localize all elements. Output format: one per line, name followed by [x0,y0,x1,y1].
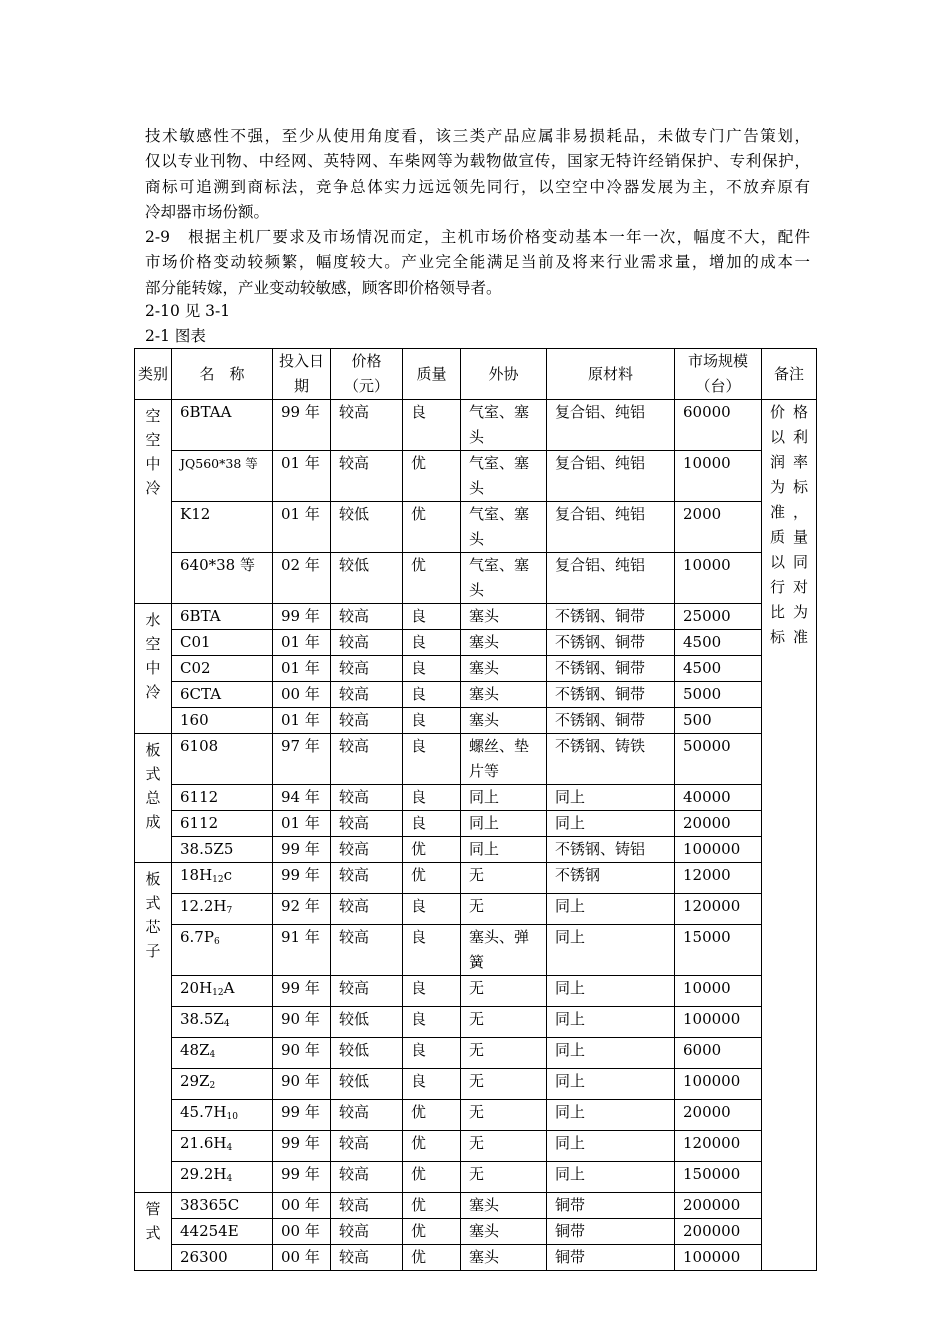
cell-outsource: 气室、塞头 [461,451,547,502]
cell-outsource: 塞头 [461,656,547,682]
cell-market: 2000 [675,502,762,553]
product-name: 6112 [180,814,219,832]
paragraph-line: 2-9 根据主机厂要求及市场情况而定，主机市场价格变动基本一年一次，幅度不大，配件 [145,228,810,246]
cell-material: 不锈钢、铸铁 [547,734,675,785]
cell-quality: 优 [403,1245,461,1271]
paragraph-line: 仅以专业刊物、中经网、英特网、车柴网等为载物做宣传，国家无特许经销保护、专利保护， [145,152,810,171]
cell-quality: 良 [403,682,461,708]
cell-market: 4500 [675,656,762,682]
table-header-row [135,349,817,400]
cell-quality: 良 [403,811,461,837]
category-cell [135,734,172,863]
cell-price: 较高 [331,811,403,837]
category-label: 板式总成 [145,741,161,831]
table-row [135,785,817,811]
header-remark: 备注 [762,349,817,400]
cell-price: 较高 [331,1193,403,1219]
table-row [135,656,817,682]
cell-price: 较高 [331,1100,403,1131]
cell-quality: 优 [403,502,461,553]
cell-material: 复合铝、纯铝 [547,502,675,553]
cell-market: 50000 [675,734,762,785]
cell-date: 92 年 [273,894,331,925]
cell-material: 不锈钢、铜带 [547,682,675,708]
product-name-main: 6.7P [180,928,214,946]
cell-quality: 良 [403,785,461,811]
cell-price: 较高 [331,1131,403,1162]
cell-quality: 良 [403,976,461,1007]
cell-outsource: 气室、塞头 [461,400,547,451]
cell-material: 同上 [547,894,675,925]
cell-market: 100000 [675,837,762,863]
cell-name [172,1162,273,1193]
cell-date: 01 年 [273,630,331,656]
cell-price: 较高 [331,451,403,502]
cell-price: 较低 [331,1038,403,1069]
cell-name [172,1069,273,1100]
cell-material: 复合铝、纯铝 [547,553,675,604]
cell-quality: 优 [403,1131,461,1162]
cell-price: 较高 [331,734,403,785]
product-name: 26300 [180,1248,228,1266]
cell-quality: 优 [403,1100,461,1131]
cell-date: 00 年 [273,682,331,708]
product-name-tail: c [223,866,233,884]
cell-material: 同上 [547,1100,675,1131]
cell-quality: 优 [403,451,461,502]
cell-name [172,656,273,682]
paragraph-line: 冷却器市场份额。 [145,203,270,222]
cell-quality: 良 [403,630,461,656]
cell-name [172,553,273,604]
product-name-subscript: 4 [209,1050,216,1060]
cell-price: 较高 [331,708,403,734]
cell-outsource: 塞头 [461,630,547,656]
header-category: 类别 [135,349,172,400]
cell-outsource: 无 [461,863,547,894]
cell-name [172,863,273,894]
paragraph-intro [145,124,810,226]
cell-outsource: 同上 [461,811,547,837]
cell-name [172,604,273,630]
cell-quality: 良 [403,894,461,925]
cell-name [172,502,273,553]
table-row [135,604,817,630]
cell-quality: 优 [403,1193,461,1219]
product-name-subscript: 4 [223,1019,230,1029]
cell-material: 铜带 [547,1245,675,1271]
cell-quality: 良 [403,925,461,976]
cell-material: 复合铝、纯铝 [547,451,675,502]
product-name: 640*38 等 [180,556,255,574]
product-name: 44254E [180,1222,239,1240]
cell-name [172,785,273,811]
cell-material: 铜带 [547,1193,675,1219]
cell-date: 01 年 [273,811,331,837]
cell-name [172,1038,273,1069]
cell-outsource: 塞头、弹簧 [461,925,547,976]
cell-market: 15000 [675,925,762,976]
product-name-tail: A [223,979,235,997]
cell-market: 20000 [675,1100,762,1131]
table-caption [145,324,810,349]
header-quality: 质量 [403,349,461,400]
cell-material: 复合铝、纯铝 [547,400,675,451]
product-name-main: 21.6H [180,1134,227,1152]
remark-cell: 价格以利润率为标准，质量以同行对比为标准 [762,400,817,1271]
table-row [135,837,817,863]
cell-market: 200000 [675,1193,762,1219]
cell-market: 25000 [675,604,762,630]
cell-name [172,894,273,925]
product-name: 160 [180,711,209,729]
cell-date: 00 年 [273,1193,331,1219]
table-row [135,1219,817,1245]
cell-market: 10000 [675,451,762,502]
cell-price: 较高 [331,1219,403,1245]
cell-material: 同上 [547,811,675,837]
cell-market: 10000 [675,553,762,604]
cell-market: 4500 [675,630,762,656]
product-name-main: 45.7H [180,1103,227,1121]
cell-outsource: 无 [461,1038,547,1069]
cell-date: 90 年 [273,1007,331,1038]
cell-date: 01 年 [273,656,331,682]
cell-name [172,1219,273,1245]
cell-material: 不锈钢、铜带 [547,656,675,682]
product-name: 38365C [180,1196,240,1214]
cell-market: 200000 [675,1219,762,1245]
cell-market: 60000 [675,400,762,451]
table-row [135,1193,817,1219]
header-name: 名 称 [172,349,273,400]
product-name: 6108 [180,737,219,755]
table-row [135,976,817,1007]
cell-material: 同上 [547,1162,675,1193]
cell-price: 较高 [331,925,403,976]
cell-outsource: 螺丝、垫片等 [461,734,547,785]
cell-outsource: 气室、塞头 [461,553,547,604]
cell-quality: 良 [403,604,461,630]
category-label: 板式芯子 [145,870,161,960]
cell-date: 01 年 [273,451,331,502]
cell-outsource: 无 [461,1069,547,1100]
table-row [135,863,817,894]
cell-outsource: 无 [461,1162,547,1193]
cell-material: 不锈钢、铜带 [547,630,675,656]
cell-date: 94 年 [273,785,331,811]
paragraph-2-9 [145,225,810,301]
cell-material: 同上 [547,925,675,976]
cell-price: 较低 [331,502,403,553]
cell-outsource: 同上 [461,837,547,863]
product-name-main: 48Z [180,1041,210,1059]
cell-price: 较高 [331,894,403,925]
product-name-main: 18H [180,866,213,884]
cell-market: 5000 [675,682,762,708]
product-name-main: 29Z [180,1072,210,1090]
cell-date: 99 年 [273,604,331,630]
paragraph-line: 2-10 见 3-1 [145,302,231,320]
cell-market: 100000 [675,1069,762,1100]
category-label: 管式 [145,1200,161,1242]
table-row [135,400,817,451]
header-date: 投入日期 [273,349,331,400]
table-row [135,1007,817,1038]
cell-material: 铜带 [547,1219,675,1245]
header-price: 价格（元） [331,349,403,400]
table-row [135,894,817,925]
cell-name [172,400,273,451]
paragraph-line: 2-1 图表 [145,327,206,345]
cell-outsource: 同上 [461,785,547,811]
table-row [135,1245,817,1271]
cell-price: 较低 [331,1069,403,1100]
cell-name [172,1007,273,1038]
category-cell [135,604,172,734]
cell-quality: 优 [403,837,461,863]
cell-price: 较高 [331,630,403,656]
cell-date: 90 年 [273,1038,331,1069]
cell-market: 500 [675,708,762,734]
cell-outsource: 无 [461,1007,547,1038]
cell-outsource: 塞头 [461,1245,547,1271]
table-row [135,553,817,604]
table-row [135,451,817,502]
cell-name [172,976,273,1007]
cell-material: 同上 [547,1069,675,1100]
cell-market: 6000 [675,1038,762,1069]
product-name: 6BTA [180,607,221,625]
cell-outsource: 无 [461,976,547,1007]
cell-outsource: 无 [461,1131,547,1162]
cell-market: 12000 [675,863,762,894]
cell-date: 99 年 [273,976,331,1007]
category-cell [135,400,172,604]
cell-date: 99 年 [273,863,331,894]
cell-quality: 良 [403,656,461,682]
cell-material: 不锈钢 [547,863,675,894]
cell-price: 较高 [331,604,403,630]
cell-name [172,1245,273,1271]
paragraph-2-10 [145,299,810,324]
product-name-subscript: 12 [212,875,224,885]
category-cell [135,1193,172,1271]
cell-outsource: 无 [461,894,547,925]
paragraph-line: 技术敏感性不强，至少从使用角度看，该三类产品应属非易损耗品，未做专门广告策划， [145,127,810,145]
cell-market: 150000 [675,1162,762,1193]
table-row [135,1069,817,1100]
category-cell [135,863,172,1193]
product-name-subscript: 4 [226,1143,233,1153]
cell-outsource: 塞头 [461,708,547,734]
cell-name [172,837,273,863]
cell-outsource: 塞头 [461,1219,547,1245]
cell-market: 100000 [675,1245,762,1271]
product-name: 6CTA [180,685,222,703]
cell-market: 100000 [675,1007,762,1038]
cell-quality: 优 [403,553,461,604]
table-row [135,1038,817,1069]
table-row [135,1100,817,1131]
cell-price: 较低 [331,553,403,604]
product-name: C02 [180,659,211,677]
cell-material: 不锈钢、铜带 [547,708,675,734]
table-row [135,1131,817,1162]
cell-material: 不锈钢、铸铝 [547,837,675,863]
table-row [135,502,817,553]
product-name-main: 20H [180,979,213,997]
cell-date: 00 年 [273,1245,331,1271]
product-name-subscript: 6 [213,937,220,947]
product-name: C01 [180,633,211,651]
header-material: 原材料 [547,349,675,400]
cell-date: 99 年 [273,400,331,451]
cell-quality: 良 [403,708,461,734]
product-table [134,348,817,1271]
table-row [135,682,817,708]
cell-name [172,811,273,837]
cell-date: 99 年 [273,1131,331,1162]
cell-quality: 良 [403,1038,461,1069]
cell-quality: 优 [403,1162,461,1193]
cell-date: 99 年 [273,837,331,863]
cell-quality: 良 [403,400,461,451]
table-row [135,925,817,976]
product-name-subscript: 4 [226,1174,233,1184]
paragraph-line: 商标可追溯到商标法，竞争总体实力远远领先同行，以空空中冷器发展为主，不放弃原有 [145,177,810,196]
cell-name [172,1100,273,1131]
header-outsource: 外协 [461,349,547,400]
product-name-subscript: 12 [212,988,224,998]
cell-quality: 优 [403,1219,461,1245]
cell-material: 不锈钢、铜带 [547,604,675,630]
paragraph-line: 部分能转嫁，产业变动较敏感，顾客即价格领导者。 [145,278,502,297]
cell-outsource: 塞头 [461,682,547,708]
cell-name [172,630,273,656]
cell-market: 120000 [675,1131,762,1162]
product-name-subscript: 7 [226,906,233,916]
cell-outsource: 塞头 [461,1193,547,1219]
cell-price: 较高 [331,863,403,894]
cell-date: 02 年 [273,553,331,604]
cell-material: 同上 [547,1007,675,1038]
cell-material: 同上 [547,1038,675,1069]
product-name-main: 29.2H [180,1165,227,1183]
product-name-subscript: 10 [226,1112,238,1122]
cell-name [172,682,273,708]
paragraph-line: 市场价格变动较频繁，幅度较大。产业完全能满足当前及将来行业需求量，增加的成本一 [145,253,810,272]
cell-date: 00 年 [273,1219,331,1245]
cell-price: 较高 [331,837,403,863]
category-label: 水空中冷 [145,611,161,701]
product-name: 6BTAA [180,403,232,421]
cell-quality: 良 [403,734,461,785]
cell-quality: 优 [403,863,461,894]
cell-name [172,734,273,785]
header-market: 市场规模（台） [675,349,762,400]
cell-price: 较高 [331,1162,403,1193]
cell-date: 99 年 [273,1100,331,1131]
table-row [135,630,817,656]
product-name: JQ560*38 等 [180,456,258,471]
cell-name [172,451,273,502]
cell-name [172,1193,273,1219]
cell-date: 97 年 [273,734,331,785]
cell-price: 较高 [331,656,403,682]
cell-price: 较低 [331,1007,403,1038]
cell-material: 同上 [547,976,675,1007]
cell-price: 较高 [331,976,403,1007]
category-label: 空空中冷 [145,407,161,497]
cell-quality: 良 [403,1069,461,1100]
product-name-subscript: 2 [209,1081,216,1091]
cell-price: 较高 [331,1245,403,1271]
cell-price: 较高 [331,682,403,708]
cell-outsource: 气室、塞头 [461,502,547,553]
table-row [135,708,817,734]
cell-material: 同上 [547,1131,675,1162]
table-row [135,1162,817,1193]
cell-outsource: 无 [461,1100,547,1131]
cell-market: 120000 [675,894,762,925]
cell-quality: 良 [403,1007,461,1038]
cell-date: 99 年 [273,1162,331,1193]
product-name: 6112 [180,788,219,806]
cell-price: 较高 [331,785,403,811]
cell-date: 90 年 [273,1069,331,1100]
cell-date: 91 年 [273,925,331,976]
cell-market: 40000 [675,785,762,811]
table-row [135,811,817,837]
cell-date: 01 年 [273,708,331,734]
cell-market: 20000 [675,811,762,837]
product-name-main: 12.2H [180,897,227,915]
cell-date: 01 年 [273,502,331,553]
cell-outsource: 塞头 [461,604,547,630]
table-row [135,734,817,785]
cell-market: 10000 [675,976,762,1007]
cell-name [172,1131,273,1162]
cell-name [172,925,273,976]
cell-name [172,708,273,734]
product-name: K12 [180,505,211,523]
cell-price: 较高 [331,400,403,451]
product-name-main: 38.5Z [180,1010,224,1028]
product-name: 38.5Z5 [180,840,234,858]
cell-material: 同上 [547,785,675,811]
